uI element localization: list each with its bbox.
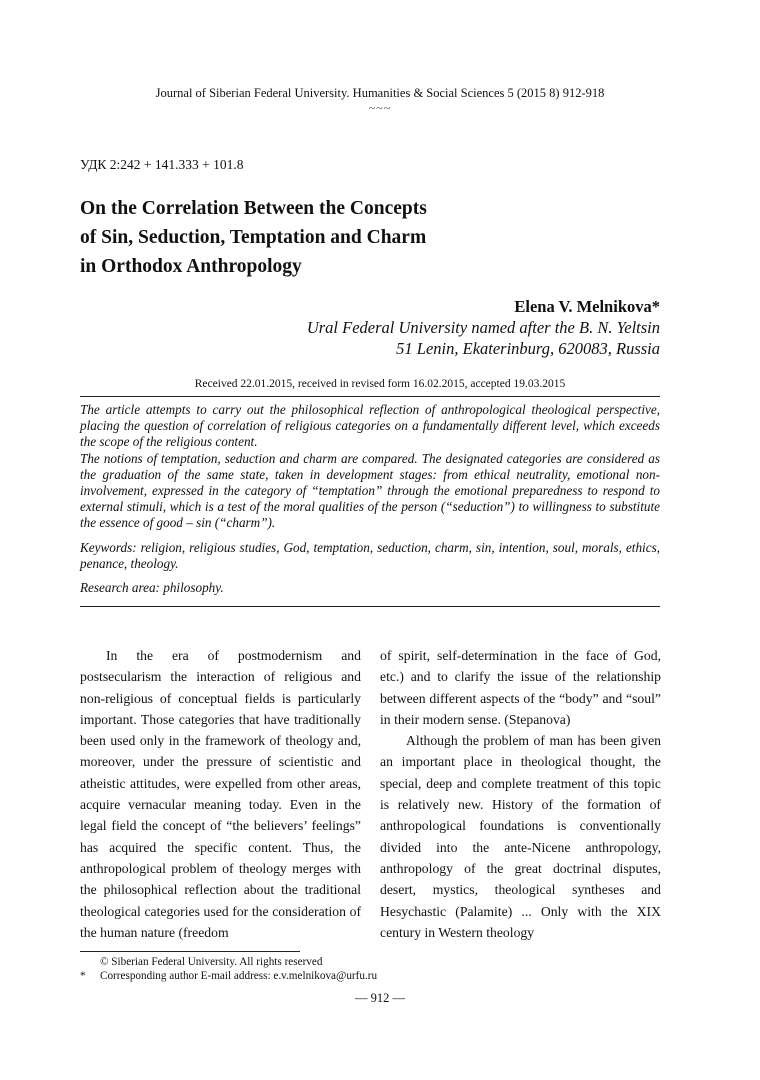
body-column-left: [80, 645, 361, 943]
abstract: [80, 402, 660, 596]
corresponding-author-text: Corresponding author E-mail address: e.v.melnikova@urfu.ru: [100, 970, 378, 982]
body-paragraph: In the era of postmodernism and postsecularism the interaction of religious and non-religious of conceptual fields is particularly important. Those categories that have traditionally been used only in the framework of theology and, moreover, under the pressure of scientistic and atheistic attitudes, were expelled from other areas, acquire vernacular meaning today. Even in the legal field the concept of “the believers’ feelings” has acquired the specific content. Thus, the anthropological problem of theology merges with the philosophical reflection about the traditional theological categories used for the consideration of the human nature (freedom: [80, 648, 361, 940]
keywords: Keywords: religion, religious studies, God, temptation, seduction, charm, sin, intention, soul, morals, ethics, penance, theology.: [80, 539, 660, 571]
udk-code: УДК 2:242 + 141.333 + 101.8: [80, 157, 244, 172]
abstract-paragraph-1: The article attempts to carry out the philosophical reflection of anthropological theological perspective, placing the question of correlation of religious categories on a fundamentally different level, which exceeds the scope of the religious content.: [80, 402, 660, 450]
copyright-text: © Siberian Federal University. All rights reserved: [100, 956, 323, 968]
footnote-rule: [80, 951, 300, 952]
header-separator: ~~~: [368, 101, 392, 115]
abstract-bottom-rule: [80, 606, 660, 607]
abstract-paragraph-2: The notions of temptation, seduction and charm are compared. The designated categories are considered as the graduation of the same state, taken in development stages: from ethical neutrality, emotional non-involvement, expressed in the category of “temptation” through the emotional preparedness to respond to external stimuli, which is a test of the moral qualities of the person (“seduction”) to willingness to substitute the essence of good – sin (“charm”).: [80, 450, 660, 531]
affiliation-line-2: 51 Lenin, Ekaterinburg, 620083, Russia: [396, 339, 660, 358]
journal-header: Journal of Siberian Federal University. Humanities & Social Sciences 5 (2015 8) 912-918: [155, 86, 605, 100]
author-block: [307, 296, 660, 359]
body-paragraph: of spirit, self-determination in the face of God, etc.) and to clarify the issue of the relationship between different aspects of the “body” and “soul” in their modern sense. (Stepanova): [380, 648, 661, 727]
footnotes: [80, 955, 377, 983]
received-dates: Received 22.01.2015, received in revised form 16.02.2015, accepted 19.03.2015: [194, 378, 566, 390]
author-name: Elena V. Melnikova*: [514, 297, 660, 316]
footnote-copyright: [80, 955, 377, 969]
footnote-corresponding: [80, 969, 377, 983]
page-number: — 912 —: [355, 991, 405, 1005]
title-line-2: of Sin, Seduction, Temptation and Charm: [80, 227, 427, 248]
abstract-top-rule: [80, 396, 660, 397]
footnote-asterisk: *: [80, 970, 86, 982]
title-line-3: in Orthodox Anthropology: [80, 256, 302, 277]
title-line-1: On the Correlation Between the Concepts: [80, 198, 427, 219]
research-area: Research area: philosophy.: [80, 580, 224, 596]
body-column-right: [380, 645, 661, 943]
article-title: [80, 194, 540, 281]
affiliation-line-1: Ural Federal University named after the B. N. Yeltsin: [306, 318, 660, 337]
body-paragraph: Although the problem of man has been given an important place in theological thought, the special, deep and complete treatment of this topic is relatively new. History of the formation of anthropological foundations is conventionally divided into the ante-Nicene anthropology, anthropology of the great doctrinal disputes, desert, mystics, theological syntheses and Hesychastic (Palamite) ... Only with the XIX century in Western theology: [380, 733, 661, 940]
